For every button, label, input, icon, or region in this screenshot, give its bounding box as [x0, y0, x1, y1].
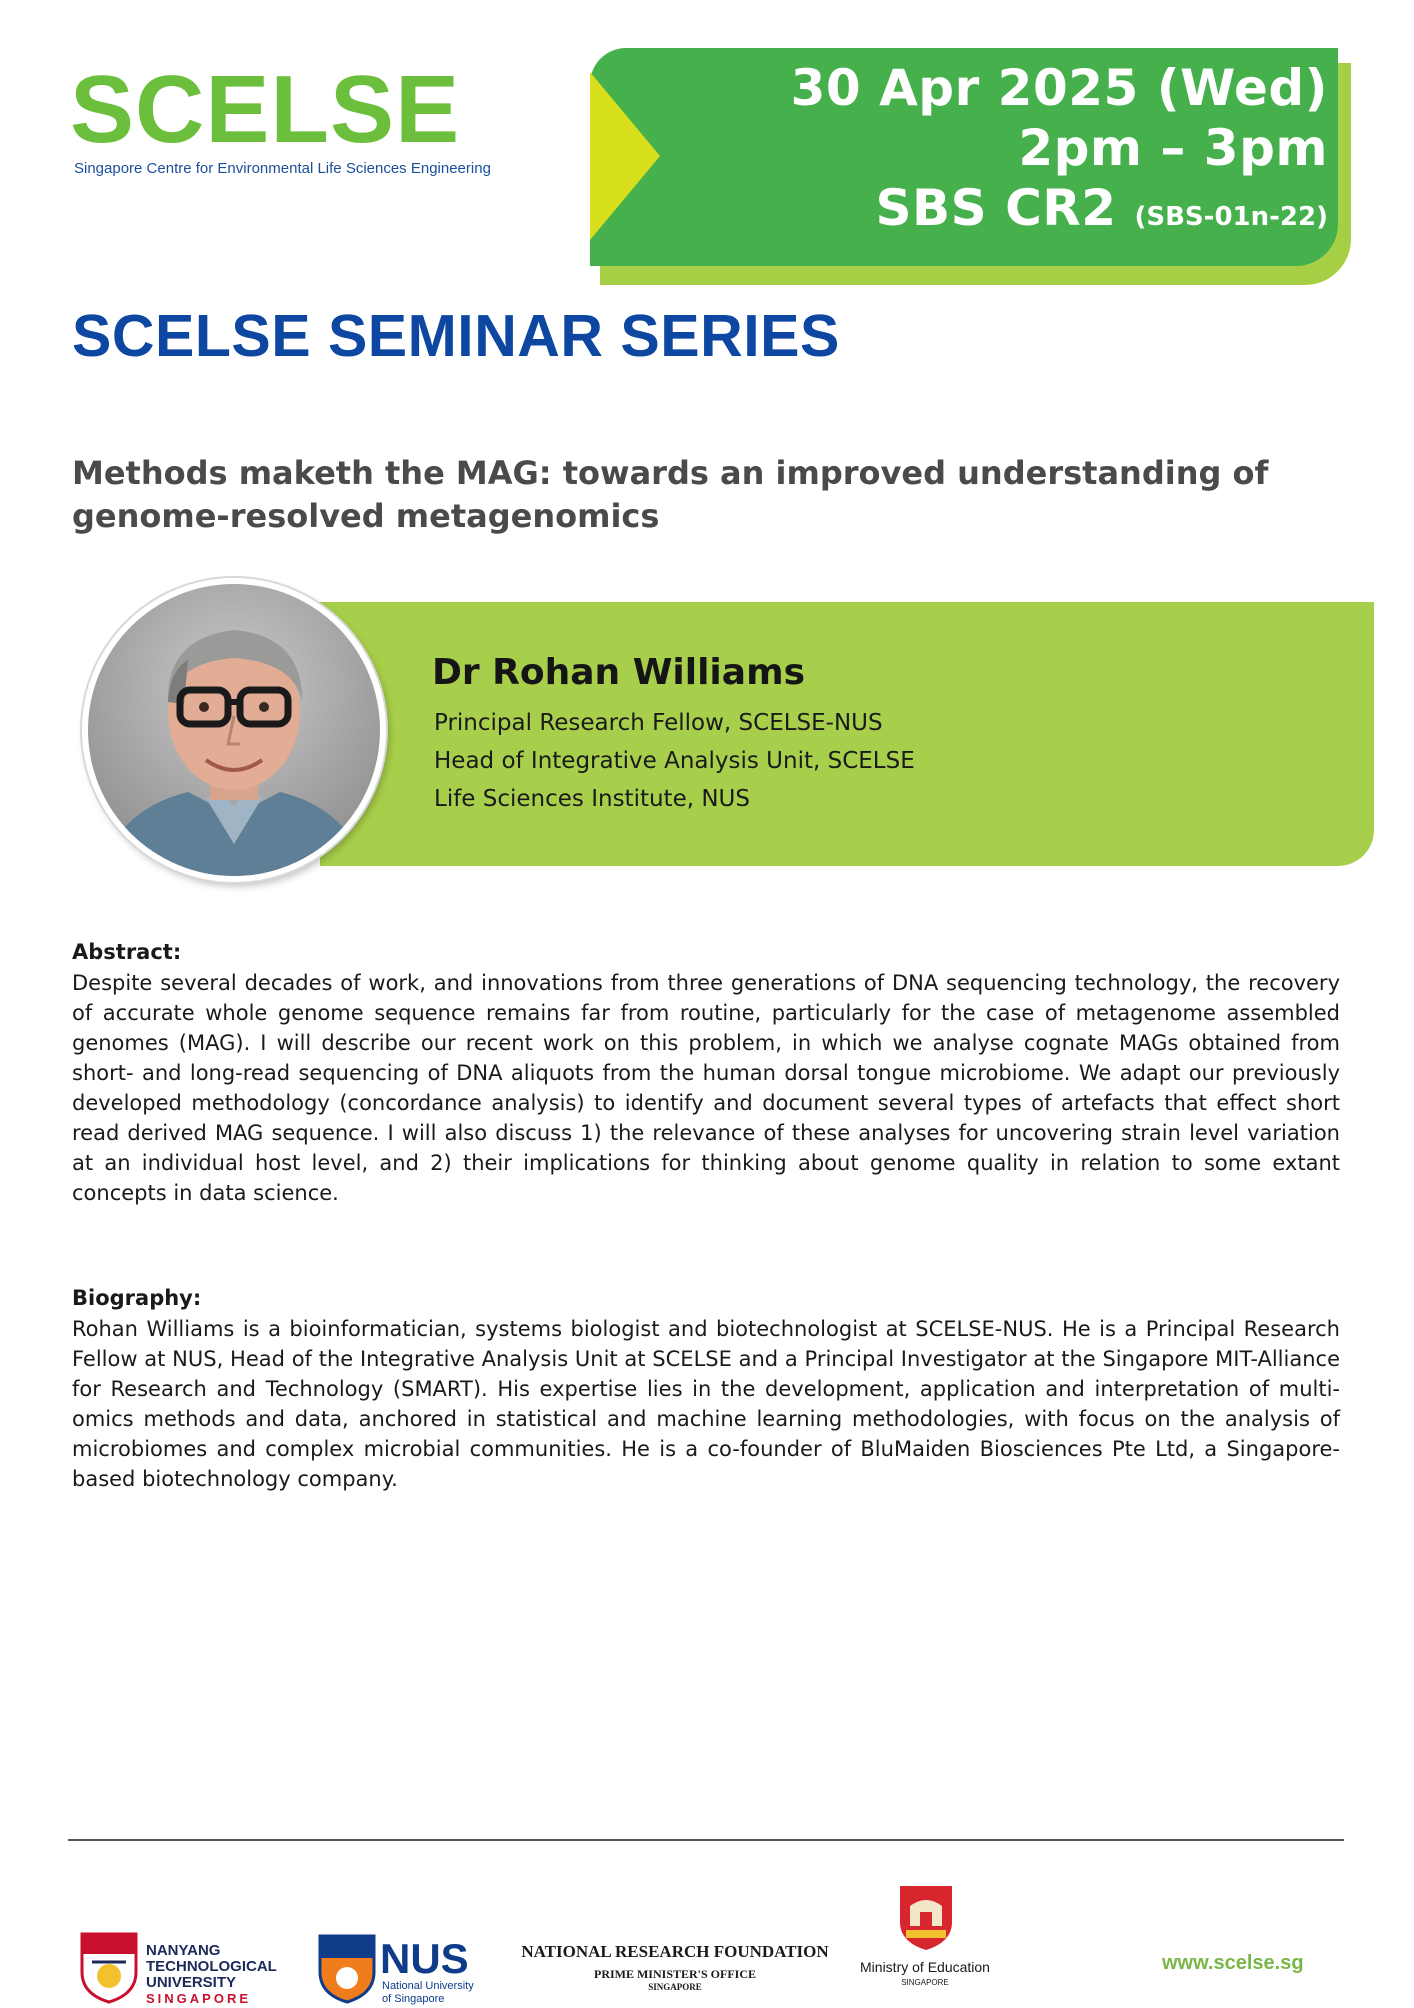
- event-venue-row: [791, 178, 1328, 238]
- website-link[interactable]: www.scelse.sg: [1162, 1952, 1304, 1974]
- scelse-logo-subtitle: Singapore Centre for Environmental Life Sciences Engineering: [74, 160, 491, 177]
- nus-crest-icon: [318, 1934, 376, 2008]
- speaker-portrait-icon: [88, 584, 380, 876]
- talk-title: Methods maketh the MAG: towards an improved understanding of genome-resolved metagenomics: [72, 454, 1269, 535]
- ntu-line-3: UNIVERSITY: [146, 1974, 237, 1991]
- abstract-label: Abstract:: [72, 940, 182, 964]
- speaker-title-line-1: Principal Research Fellow, SCELSE-NUS: [434, 710, 883, 736]
- moe-logo-text: [845, 1960, 1005, 1990]
- ntu-line-4: SINGAPORE: [146, 1991, 252, 2006]
- nus-logo-word: NUS: [380, 1935, 469, 1982]
- event-details: [791, 58, 1328, 238]
- moe-line-1: Ministry of Education: [860, 1959, 990, 1975]
- scelse-logo-word: SCELSE: [70, 56, 461, 163]
- speaker-title-line-2: Head of Integrative Analysis Unit, SCELSE: [434, 748, 915, 774]
- nrf-logo-title: NATIONAL RESEARCH FOUNDATION: [521, 1942, 829, 1961]
- nus-sub-1: National University: [382, 1980, 474, 1992]
- biography-text: Rohan Williams is a bioinformatician, systems biologist and biotechnologist at SCELSE-NUS. He is a Principal Research Fellow at NUS, Head of the Integrative Analysis Unit at SCELSE and a Principal Investigator at the Singapore MIT-Alliance for Research and Technology (SMART). His expertise lies in the development, application and interpretation of multi-omics methods and data, anchored in statistical and machine learning methodologies, with focus on the analysis of microbiomes and complex microbial communities. He is a co-founder of BluMaiden Biosciences Pte Ltd, a Singapore-based biotechnology company.: [72, 1317, 1340, 1491]
- ntu-line-1: NANYANG: [146, 1942, 221, 1959]
- nrf-logo-sub-2: SINGAPORE: [648, 1982, 702, 1992]
- speaker-title-line-3: Life Sciences Institute, NUS: [434, 786, 750, 812]
- series-title: SCELSE SEMINAR SERIES: [72, 303, 840, 369]
- banner-arrow-icon: [590, 72, 660, 240]
- event-venue-detail: (SBS-01n-22): [1134, 202, 1328, 232]
- event-venue: SBS CR2: [875, 179, 1117, 237]
- footer-divider: [68, 1839, 1344, 1841]
- speaker-name: Dr Rohan Williams: [432, 652, 806, 693]
- biography-label: Biography:: [72, 1286, 202, 1310]
- event-time: 2pm – 3pm: [1018, 119, 1328, 177]
- abstract-text: Despite several decades of work, and innovations from three generations of DNA sequencing technology, the recovery of accurate whole genome sequence remains far from routine, particularly for the case of metagenome assembled genomes (MAG). I will describe our recent work on this problem, in which we analyse cognate MAGs obtained from short- and long-read sequencing of DNA aliquots from the human dorsal tongue microbiome. We adapt our previously developed methodology (concordance analysis) to identify and document several types of artefacts that effect short read derived MAG sequence. I will also discuss 1) the relevance of these analyses for uncovering strain level variation at an individual host level, and 2) their implications for thinking about genome quality in relation to some extant concepts in data science.: [72, 971, 1340, 1205]
- moe-line-2: SINGAPORE: [901, 1978, 949, 1987]
- nus-logo-subtitle: [382, 1980, 474, 2006]
- speaker-photo: [88, 584, 380, 876]
- ntu-logo-text: [146, 1943, 277, 2007]
- ntu-line-2: TECHNOLOGICAL: [146, 1958, 277, 1975]
- nrf-logo-sub-1: PRIME MINISTER'S OFFICE: [593, 1967, 757, 1981]
- ntu-crest-icon: [80, 1932, 138, 2008]
- event-date: 30 Apr 2025 (Wed): [790, 59, 1328, 117]
- moe-crest-icon: [896, 1882, 956, 1956]
- nus-sub-2: of Singapore: [382, 1993, 445, 2005]
